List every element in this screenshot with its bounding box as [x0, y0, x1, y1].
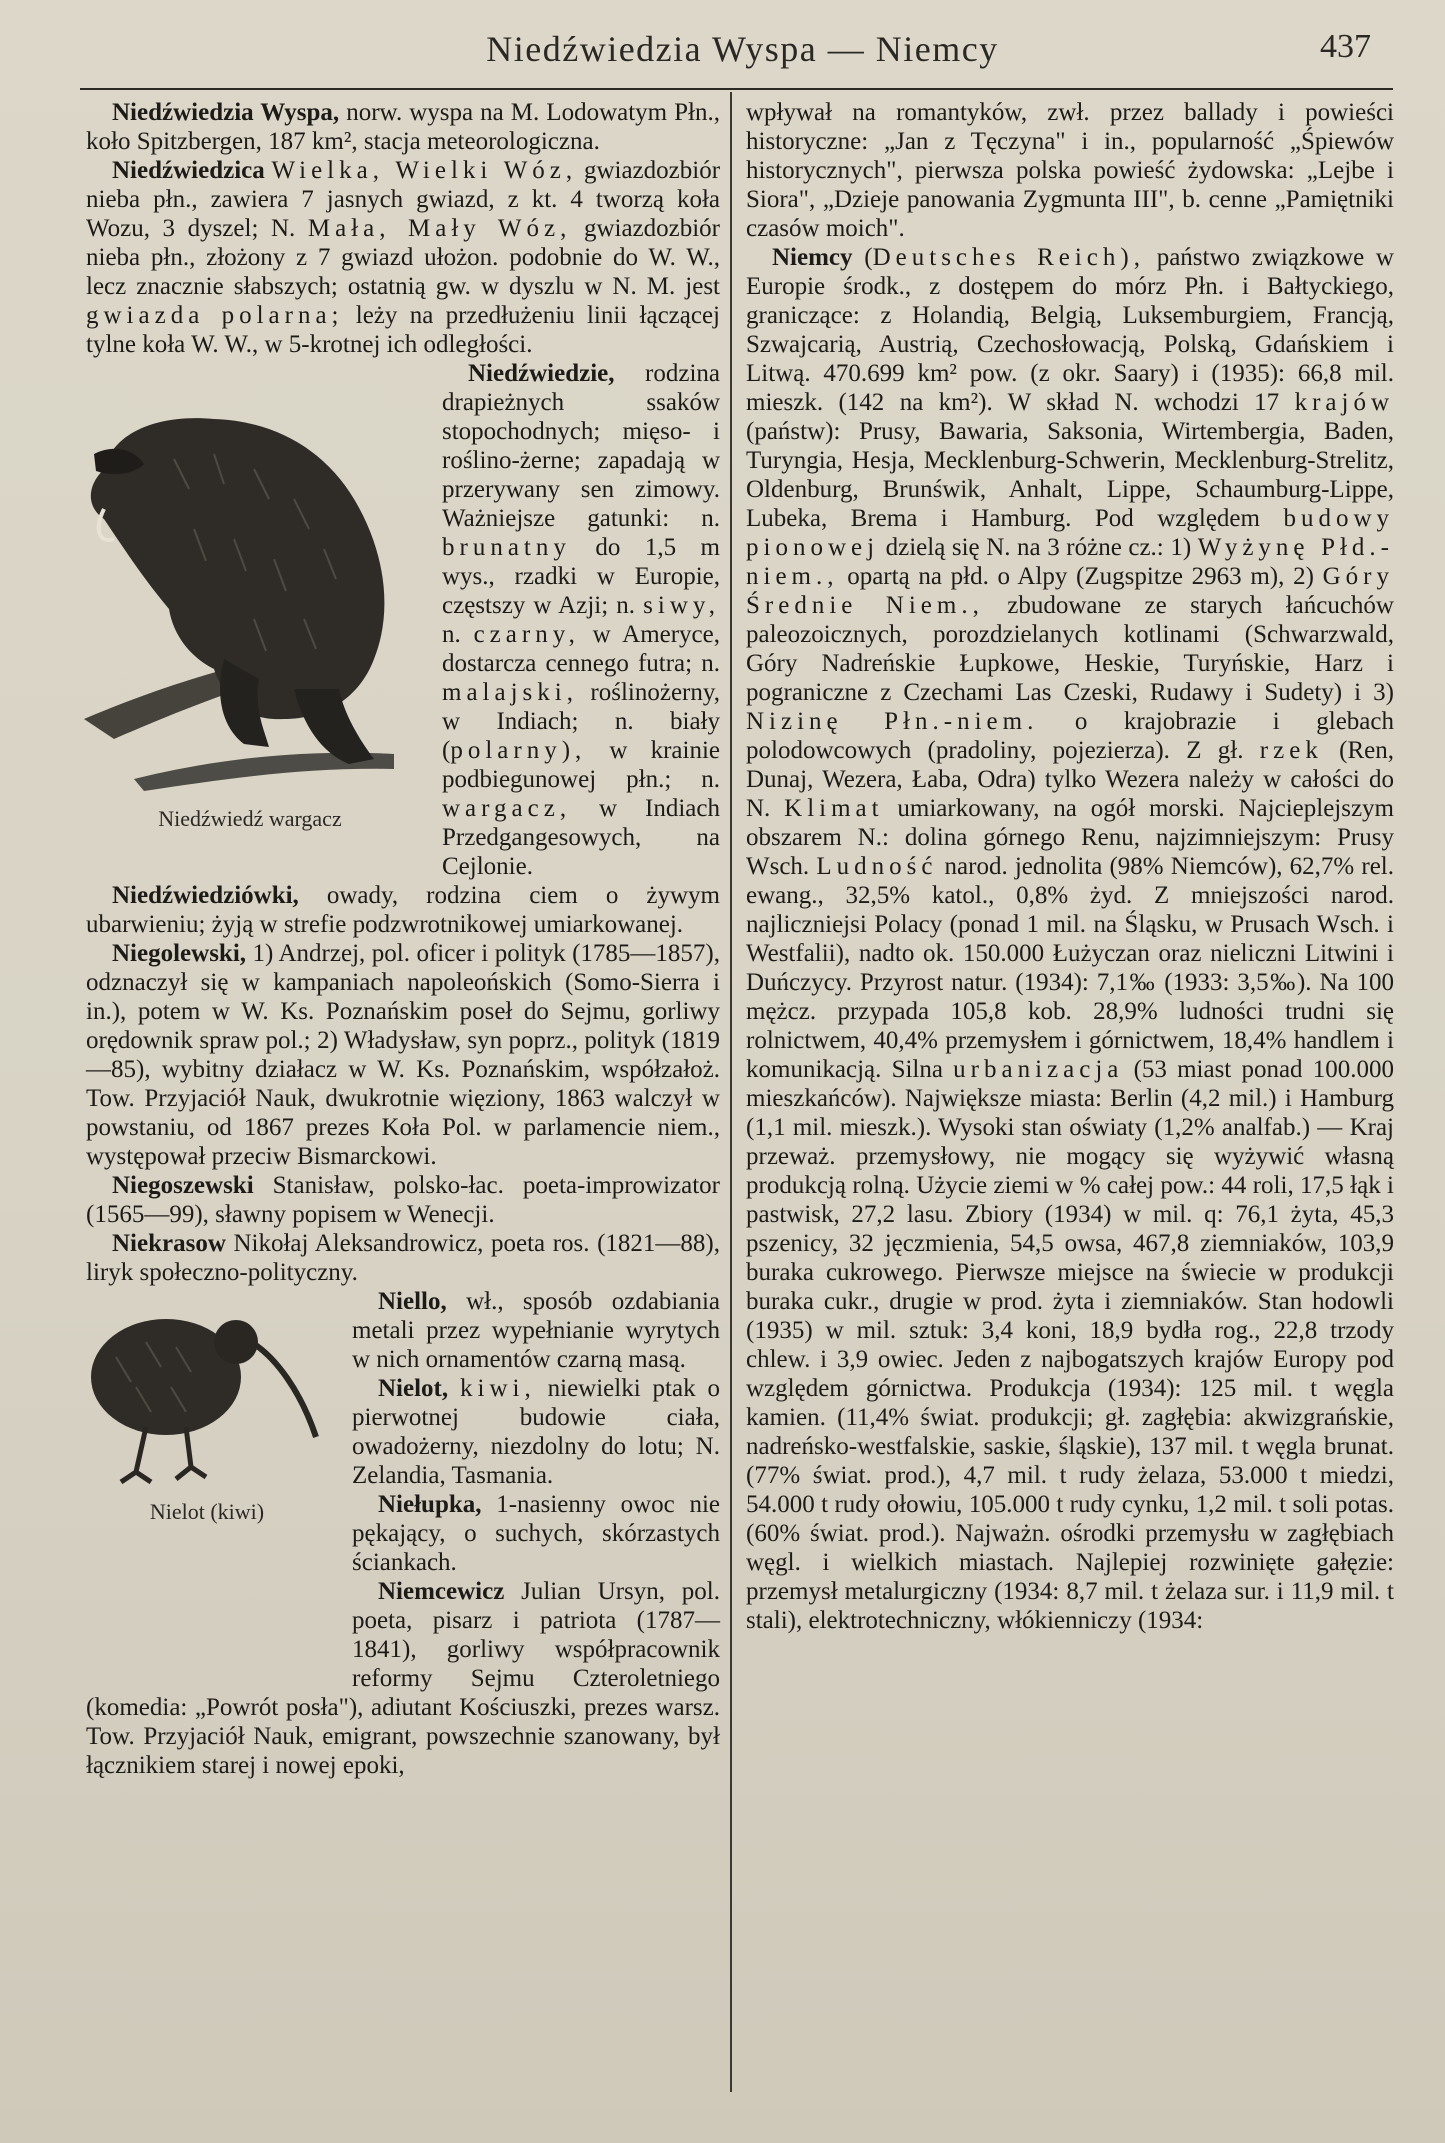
entry-head: Niegoszewski	[112, 1172, 254, 1199]
spaced-term: Góry Średnie Niem.,	[746, 563, 1394, 619]
spaced-term: kiwi,	[460, 1375, 536, 1402]
entry-head: Niello,	[378, 1288, 447, 1315]
entry-text: rodzina drapieżnych ssaków stopochodnych; mięso- i roślino-żerne; zapadają w przerywany sen zimowy. Ważniejsze gatunki: n.	[442, 360, 720, 532]
spaced-term: siwy,	[643, 592, 720, 619]
running-title: Niedźwiedzia Wyspa — Niemcy	[486, 29, 999, 69]
bear-caption: Niedźwiedź wargacz	[158, 806, 342, 831]
kiwi-figure	[76, 1287, 338, 1687]
entry-text: w Indiach Przedgangesowych, na Cejlonie.	[442, 795, 720, 880]
spaced-term: Wyżynę Płd.-niem.,	[746, 534, 1395, 590]
entry-text: niewielki ptak o pierwotnej budowie ciała, owadożerny, niezdolny do lotu; N. Zelandia, Tasmania.	[352, 1375, 721, 1489]
entry-head: Niemcy	[772, 244, 853, 271]
spaced-term: Nizinę Płn.-niem.	[746, 708, 1039, 735]
continuation-text: wpływał na romantyków, zwł. przez ballady i powieści historyczne: „Jan z Tęczyna" i in., popularność „Śpiewów historycznych", pierwsza polska powieść żydowska: „Lejbe i Siora", „Dzieje panowania Zygmunta III", b. cenne „Pamiętniki czasów moich".	[746, 99, 1394, 242]
spaced-term: krajów	[1294, 389, 1394, 416]
spaced-term: malajski,	[442, 679, 578, 706]
entry-text: gwiazdozbiór nieba płn., złożony z 7 gwiazd ułożon. podobnie do W. W., lecz znacznie słabszych; ostatnią gw. w dyszlu w N. M. jest	[86, 215, 721, 300]
entry-niedzwiedziowki	[86, 881, 720, 939]
entry-text: owady, rodzina ciem o żywym ubarwieniu; żyją w strefie podzwrotnikowej umiarkowanej.	[86, 882, 720, 938]
entry-text: (państw): Prusy, Bawaria, Saksonia, Wirtembergia, Baden, Turyngia, Hesja, Mecklenburg-Schwerin, Mecklenburg-Strelitz, Oldenburg, Brunświk, Anhalt, Lippe, Schaumburg-Lippe, Lubeka, Brema i Hamburg. Pod względem	[746, 418, 1394, 532]
entry-text: Julian Ursyn, pol. poeta, pisarz i patriota (1787—1841), gorliwy współpracownik reformy Sejmu Czteroletniego (komedia: „Powrót posła"), adiutant Kościuszki, prezes warsz. Tow. Przyjaciół Nauk, emigrant, powszechnie szanowany, był łącznikiem starej i nowej epoki,	[86, 1578, 720, 1779]
entry-text: w Ameryce, dostarcza cennego futra; n.	[442, 621, 721, 677]
bear-figure	[74, 359, 426, 879]
header-rule	[80, 88, 1393, 90]
spaced-term: Wielka, Wielki Wóz,	[271, 157, 578, 184]
left-column	[86, 98, 720, 1780]
entry-text: (	[852, 244, 873, 271]
right-column	[746, 98, 1394, 1635]
spaced-term: rzek	[1259, 737, 1323, 764]
entry-niegolewski	[86, 939, 720, 1171]
entry-head: Niedźwiedzia Wyspa,	[112, 99, 340, 126]
entry-head: Niedźwiedzica	[112, 157, 265, 184]
entry-text: dzielą się N. na 3 różne cz.: 1)	[879, 534, 1192, 561]
entry-text: opartą na płd. o Alpy (Zugspitze 2963 m), 2)	[838, 563, 1314, 590]
spaced-term: brunatny	[442, 534, 571, 561]
entry-text: leży na przedłużeniu linii łączącej tylne koła W. W., w 5-krotnej ich odległości.	[86, 302, 720, 358]
entry-head: Niedźwiedzie,	[468, 360, 615, 387]
entry-head: Niegolewski,	[112, 940, 247, 967]
page-number: 437	[1320, 28, 1371, 65]
spaced-term: budowy pionowej	[746, 505, 1395, 561]
entry-text: umiarkowany, na ogół morski. Najcieplejszym obszarem N.: dolina górnego Renu, najzimniejszym: Prusy Wsch.	[746, 795, 1395, 880]
spaced-term: czarny,	[473, 621, 580, 648]
entry-head: Niełupka,	[378, 1491, 482, 1518]
entry-niegoszewski	[86, 1171, 720, 1229]
entry-head: Niedźwiedziówki,	[112, 882, 299, 909]
entry-niemcy	[746, 243, 1394, 1635]
entry-text: o krajobrazie i glebach polodowcowych (pradoliny, pojezierza). Z gł.	[746, 708, 1394, 764]
entry-head: Niemcewicz	[378, 1578, 505, 1605]
entry-text: roślinożerny, w Indiach; n. biały (	[442, 679, 720, 764]
entry-text: zbudowane ze starych łańcuchów paleozoicznych, porozdzielanych kotlinami (Schwarzwald, Góry Nadreńskie Łupkowe, Heskie, Turyńskie, Harz i pograniczne z Czechami Las Czeski, Rudawy i Sudety) i 3)	[746, 592, 1394, 706]
entry-head: Nielot,	[378, 1375, 449, 1402]
entry-text: Nikołaj Aleksandrowicz, poeta ros. (1821—88), liryk społeczno-polityczny.	[86, 1230, 720, 1286]
spaced-term: Klimat	[784, 795, 884, 822]
entry-text: Stanisław, polsko-łac. poeta-improwizator (1565—99), sławny popisem w Wenecji.	[86, 1172, 720, 1228]
entry-text: wł., sposób ozdabiania metali przez wypełnianie wyrytych w nich ornamentów czarną masą.	[352, 1288, 720, 1373]
entry-text: narod. jednolita (98% Niemców), 62,7% rel. ewang., 32,5% katol., 0,8% żyd. Z mniejszości narod. najliczniejsi Polacy (ponad 1 mil. na Śląsku, w Prusach Wsch. i Westfalii), nadto ok. 150.000 Łużyczan oraz nieliczni Litwini i Duńczycy. Przyrost natur. (1934): 7,1‰ (1933: 3,5‰). Na 100 mężcz. przypada 105,8 kob. 28,9% ludności trudni się rolnictwem, 40,4% przemysłem i górnictwem, 18,4% handlem i komunikacją. Silna	[746, 853, 1394, 1083]
entry-niekrasow	[86, 1229, 720, 1287]
entry-text: norw. wyspa na M. Lodowatym Płn., koło Spitzbergen, 187 km², stacja meteorologiczna.	[86, 99, 720, 155]
bear-illustration	[74, 359, 414, 799]
spaced-term: Deutsches Reich),	[872, 244, 1145, 271]
spaced-term: gwiazda polarna;	[86, 302, 344, 329]
kiwi-illustration	[76, 1287, 326, 1487]
entry-text: państwo związkowe w Europie środk., z dostępem do mórz Płn. i Bałtyckiego, graniczące: z Holandią, Belgią, Luksemburgiem, Francją, Szwajcarią, Austrią, Czechosłowacją, Polską, Gdańskiem i Litwą. 470.699 km² pow. (z okr. Saary) i (1935): 66,8 mil. mieszk. (142 na km²). W skład N. wchodzi 17	[746, 244, 1394, 416]
entry-niedzwiedzica	[86, 156, 720, 359]
entry-text: 1) Andrzej, pol. oficer i polityk (1785—1857), odznaczył się w kampaniach napoleońskich (Somo-Sierra i in.), potem w W. Ks. Poznańskim poseł do Sejmu, gorliwy orędownik spraw pol.; 2) Władysław, syn poprz., polityk (1819—85), wybitny działacz w W. Ks. Poznańskim, współzałoż. Tow. Przyjaciół Nauk, dwukrotnie więziony, 1863 walczył w powstaniu, od 1867 prezes Koła Pol. w parlamencie niem., występował przeciw Bismarckowi.	[86, 940, 720, 1170]
entry-text: 1-nasienny owoc nie pękający, o suchych, skórzastych ściankach.	[352, 1491, 720, 1576]
spaced-term: Ludność	[816, 853, 938, 880]
entry-niedzwiedzia-wyspa	[86, 98, 720, 156]
entry-text: (Ren, Dunaj, Wezera, Łaba, Odra) tylko Wezera należy w całości do N.	[746, 737, 1394, 822]
spaced-term: wargacz,	[442, 795, 572, 822]
spaced-term: Mała, Mały Wóz,	[307, 215, 572, 242]
page-header	[80, 28, 1405, 84]
entry-text: n.	[442, 621, 461, 648]
entry-text: w krainie podbiegunowej płn.; n.	[442, 737, 720, 793]
spaced-term: polarny),	[450, 737, 587, 764]
entry-head: Niekrasow	[112, 1230, 226, 1257]
entry-text: gwiazdozbiór nieba płn., zawiera 7 jasnych gwiazd, z kt. 4 tworzą koła Wozu, 3 dyszel; N.	[86, 157, 721, 242]
spaced-term: urbanizacja	[953, 1056, 1124, 1083]
entry-text: do 1,5 m wys., rzadki w Europie, częstszy w Azji; n.	[442, 534, 720, 619]
kiwi-caption: Nielot (kiwi)	[149, 1499, 265, 1524]
column-divider	[730, 92, 732, 2092]
entry-text: (53 miast ponad 100.000 mieszkańców). Największe miasta: Berlin (4,2 mil.) i Hamburg (1,1 mil. mieszk.). Wysoki stan oświaty (1,2% analfab.) — Kraj przeważ. przemysłowy, nie mogący się wyżywić własną produkcją rolną. Użycie ziemi w % całej pow.: 44 roli, 17,5 łąk i pastwisk, 27,2 lasu. Zbiory (1934) w mil. q: 76,1 żyta, 45,3 pszenicy, 32 jęczmienia, 54,5 owsa, 467,8 ziemniaków, 103,9 buraka cukrowego. Pierwsze miejsce na świecie w produkcji buraka cukr., drugie w prod. żyta i ziemniaków. Stan hodowli (1935) w mil. sztuk: 3,4 koni, 18,9 bydła rog., 22,8 trzody chlew. i 3,9 owiec. Jeden z najbogatszych krajów Europy pod względem górnictwa. Produkcja (1934): 125 mil. t węgla kamien. (11,4% świat. produkcji; gł. zagłębia: akwizgrańskie, nadreńsko-westfalskie, saskie, śląskie), 137 mil. t węgla brunat. (77% świat. prod.), 4,7 mil. t rudy żelaza, 53.000 t miedzi, 54.000 t rudy ołowiu, 105.000 t rudy cynku, 1,2 mil. t soli potas. (60% świat. prod.). Najważn. ośrodki przemysłu w zagłębiach węgl. i wielkich miastach. Najlepiej rozwinięte gałęzie: przemysł metalurgiczny (1934: 8,7 mil. t żelaza sur. i 11,9 mil. t stali), elektrotechniczny, włókienniczy (1934:	[746, 1056, 1394, 1634]
